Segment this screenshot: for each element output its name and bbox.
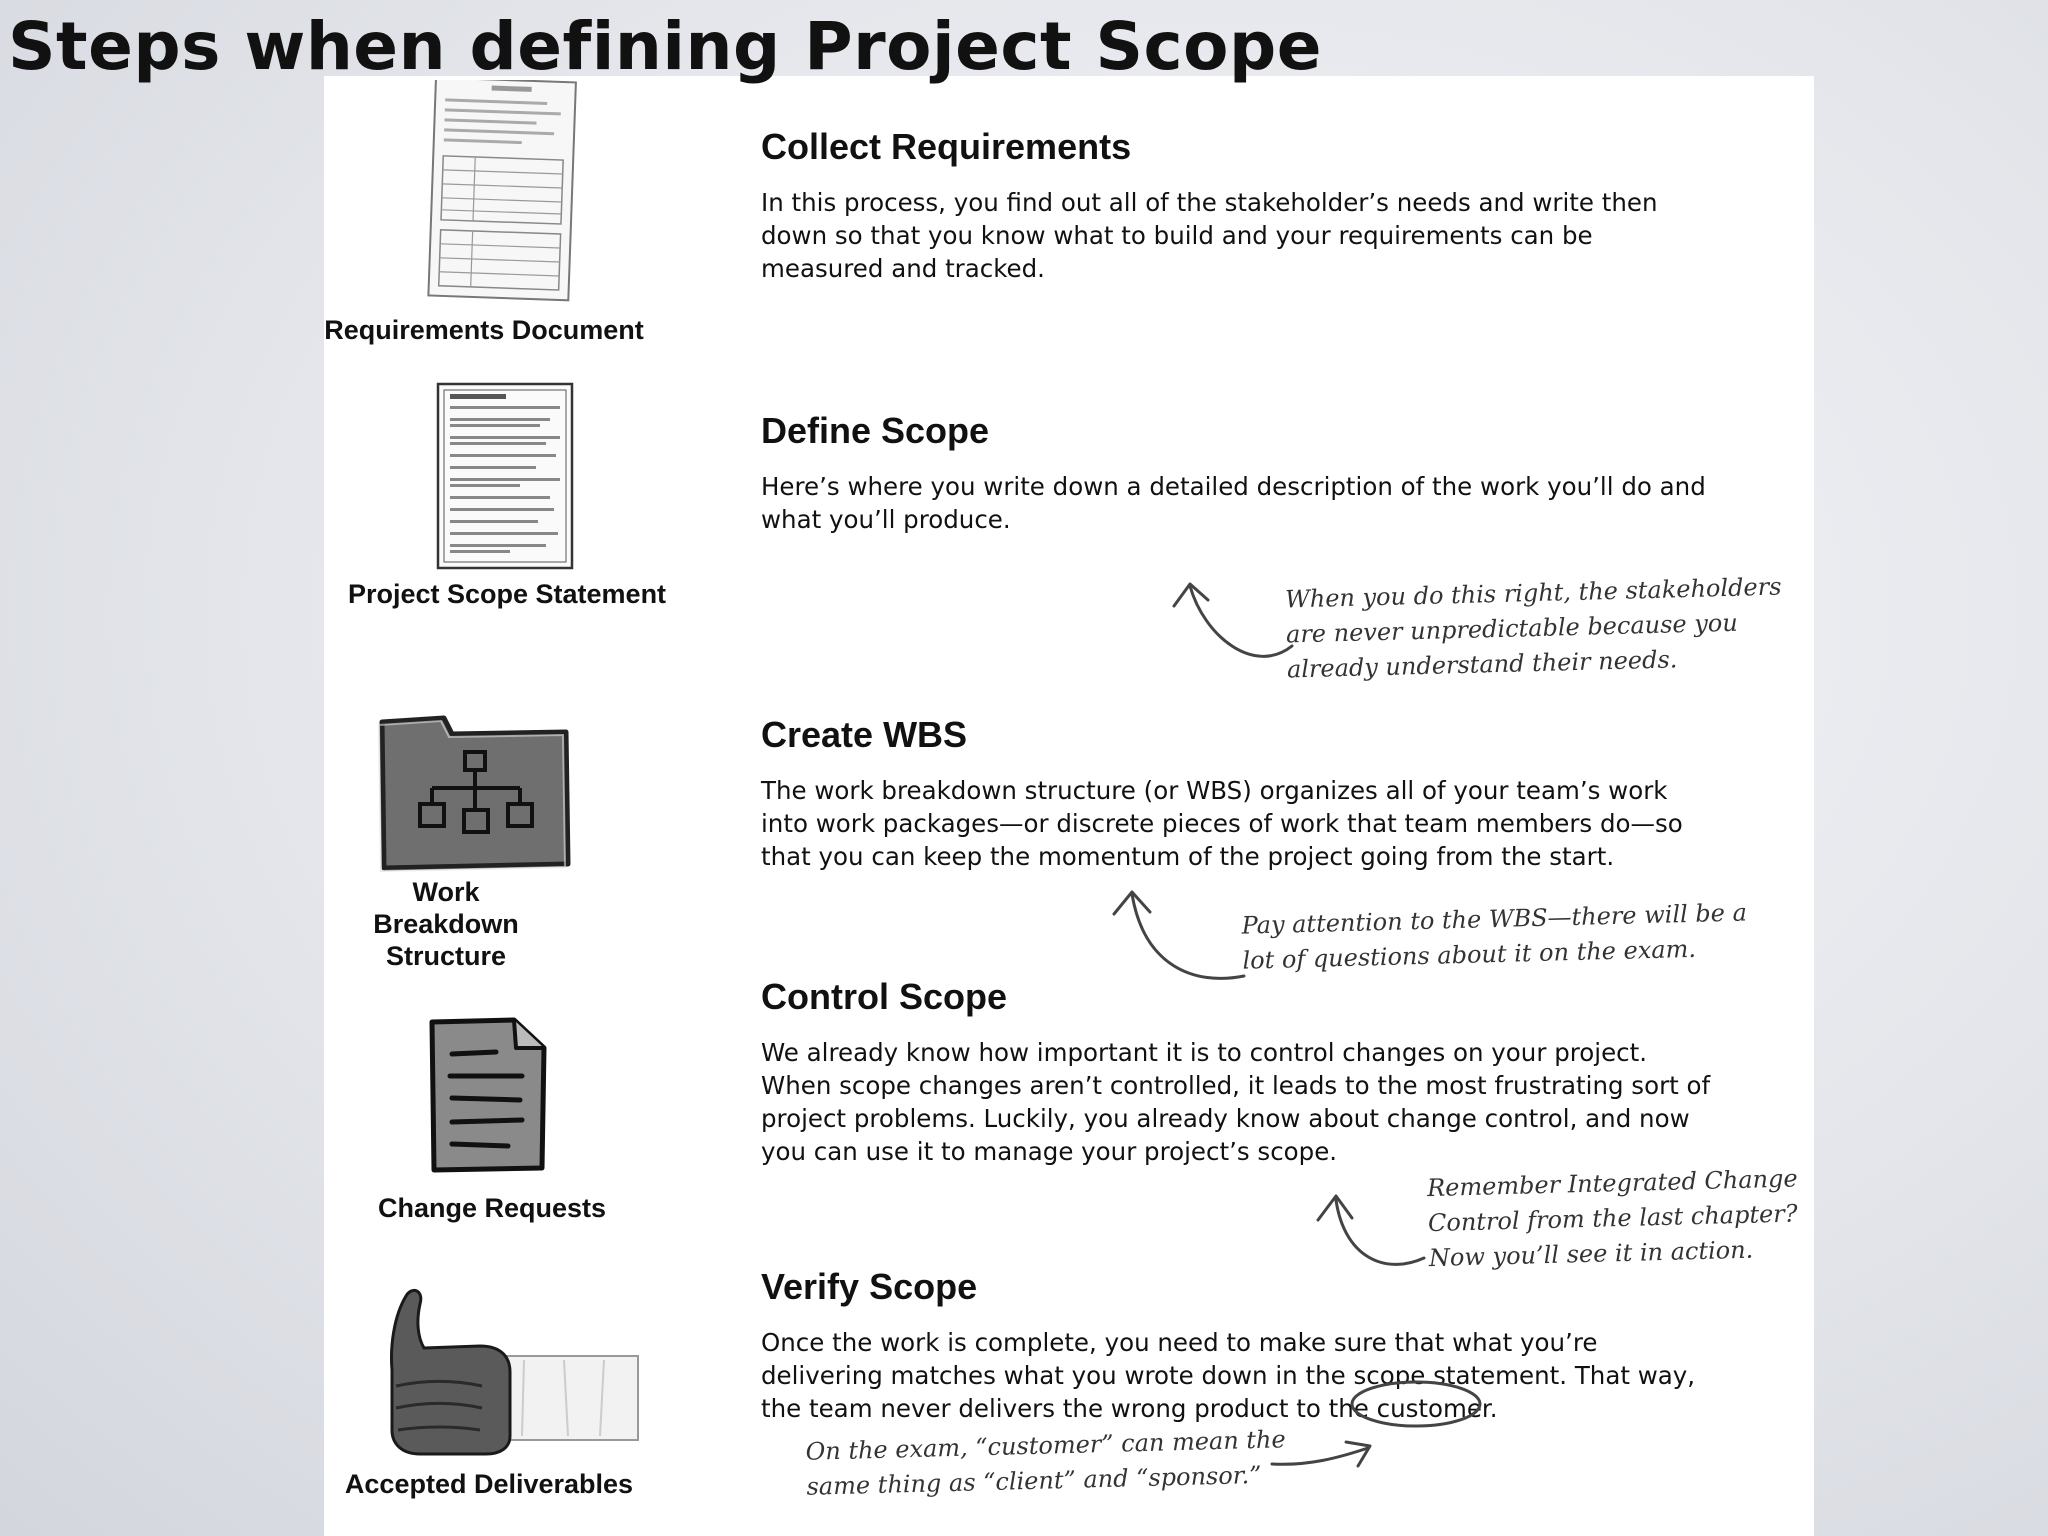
define-scope-heading: Define Scope (761, 410, 990, 451)
change-control-arrow-icon (1274, 1176, 1434, 1286)
wbs-caption: Work Breakdown Structure (373, 877, 519, 971)
project-scope-statement-caption: Project Scope Statement (347, 579, 667, 609)
verify-scope-heading: Verify Scope (761, 1266, 978, 1307)
wbs-folder-icon (374, 708, 580, 876)
stakeholders-arrow-icon (1154, 566, 1304, 666)
requirements-document-caption: Requirements Document (324, 315, 644, 345)
thumbs-up-icon (354, 1276, 644, 1460)
integrated-change-control-note: Remember Integrated Change Control from the last chapter? Now you’ll see it in action. (1426, 1164, 1798, 1273)
wbs-arrow-icon (1084, 876, 1254, 986)
slide-title: Steps when defining Project Scope (8, 8, 1323, 85)
requirements-document-icon (424, 80, 584, 306)
verify-scope-text: Once the work is complete, you need to make sure that what you’re delivering matches what you wrote down in the scope statement. That way, the team never delivers the wrong product to the customer. (761, 1328, 1696, 1423)
collect-requirements-text: In this process, you find out all of the stakeholder’s needs and write then down so that you know what to build and your requirements can be measured and tracked. (761, 188, 1658, 283)
change-request-icon (422, 1014, 552, 1174)
change-requests-caption: Change Requests (377, 1193, 607, 1223)
content-page (324, 76, 1814, 1536)
customer-note: On the exam, “customer” can mean the same thing as “client” and “sponsor.” (805, 1425, 1286, 1501)
create-wbs-text: The work breakdown structure (or WBS) organizes all of your team’s work into work packages—or discrete pieces of work that team members do—so that you can keep the momentum of the project going from the start. (761, 776, 1683, 871)
scope-statement-icon (434, 380, 576, 572)
wbs-exam-note: Pay attention to the WBS—there will be a lot of questions about it on the exam. (1241, 898, 1748, 975)
control-scope-heading: Control Scope (761, 976, 1008, 1017)
accepted-deliverables-caption: Accepted Deliverables (344, 1469, 634, 1499)
define-scope-text: Here’s where you write down a detailed description of the work you’ll do and what you’ll produce. (761, 472, 1706, 534)
customer-circle-icon (1346, 1376, 1486, 1432)
control-scope-text: We already know how important it is to control changes on your project. When scope changes aren’t controlled, it leads to the most frustrating sort of project problems. Luckily, you already know about change control, and now you can use it to manage your project’s scope. (761, 1038, 1711, 1166)
create-wbs-heading: Create WBS (761, 714, 968, 755)
stakeholders-note: When you do this right, the stakeholders are never unpredictable because you already understand their needs. (1284, 572, 1782, 684)
collect-requirements-heading: Collect Requirements (761, 126, 1132, 167)
